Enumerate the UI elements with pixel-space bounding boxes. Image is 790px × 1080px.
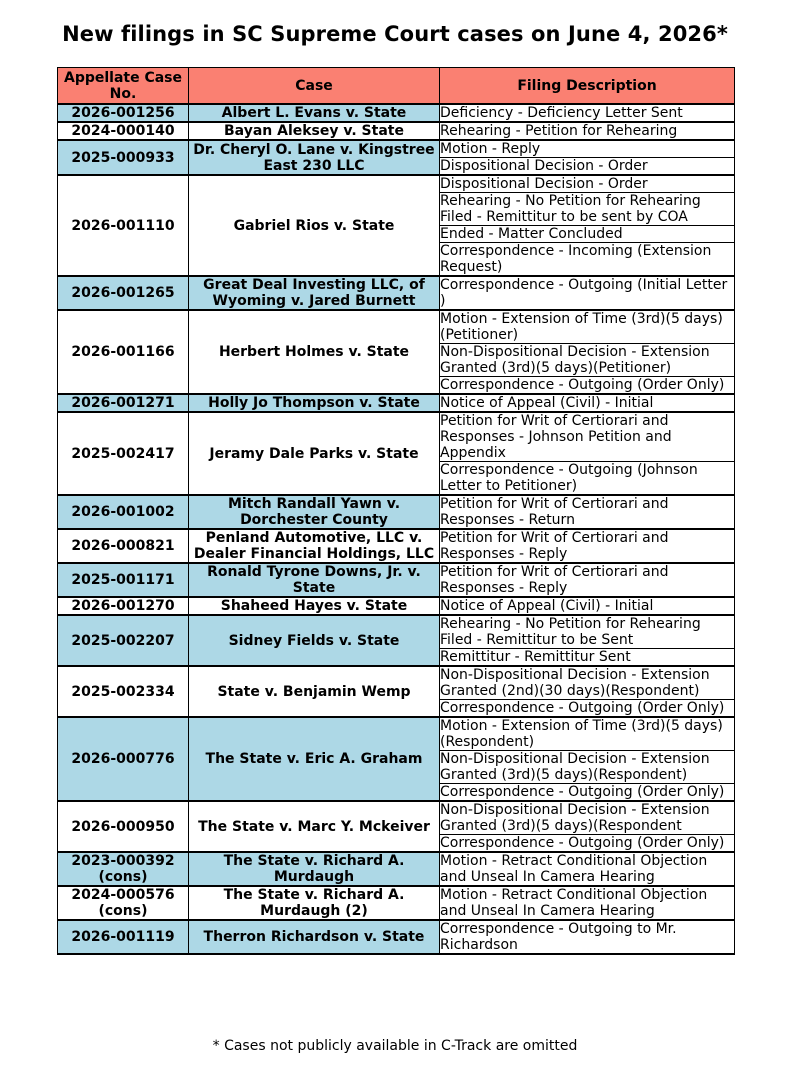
case-number-cell: 2026-001002 [58, 495, 189, 529]
case-group [58, 175, 735, 276]
filing-description-cell: Notice of Appeal (Civil) - Initial [440, 597, 735, 615]
table-row [58, 104, 735, 122]
filing-description-cell: Motion - Reply [440, 140, 735, 158]
filing-description-cell: Deficiency - Deficiency Letter Sent [440, 104, 735, 122]
filing-description-cell: Correspondence - Outgoing (Order Only) [440, 784, 735, 802]
case-group [58, 666, 735, 717]
table-row [58, 175, 735, 193]
filing-description-cell: Non-Dispositional Decision - Extension Granted (3rd)(5 days)(Respondent) [440, 751, 735, 784]
filing-description-cell: Correspondence - Outgoing (Johnson Letter to Petitioner) [440, 462, 735, 496]
table-row [58, 920, 735, 954]
table-row [58, 122, 735, 140]
filing-description-cell: Notice of Appeal (Civil) - Initial [440, 394, 735, 412]
case-number-cell: 2025-002334 [58, 666, 189, 717]
table-row [58, 615, 735, 649]
case-number-cell: 2023-000392 (cons) [58, 852, 189, 886]
table-row [58, 412, 735, 462]
case-name-cell: Sidney Fields v. State [189, 615, 440, 666]
table-row [58, 801, 735, 835]
table-row [58, 276, 735, 310]
case-name-cell: Penland Automotive, LLC v. Dealer Financial Holdings, LLC [189, 529, 440, 563]
header-case-number: Appellate Case No. [58, 68, 189, 105]
case-number-cell: 2026-000821 [58, 529, 189, 563]
case-name-cell: The State v. Eric A. Graham [189, 717, 440, 801]
table-row [58, 529, 735, 563]
case-group [58, 615, 735, 666]
filing-description-cell: Non-Dispositional Decision - Extension Granted (3rd)(5 days)(Respondent [440, 801, 735, 835]
case-group [58, 529, 735, 563]
case-group [58, 495, 735, 529]
table-header [58, 68, 735, 105]
case-group [58, 717, 735, 801]
filing-description-cell: Rehearing - No Petition for Rehearing Filed - Remittitur to be Sent [440, 615, 735, 649]
table-row [58, 310, 735, 344]
case-name-cell: Bayan Aleksey v. State [189, 122, 440, 140]
case-group [58, 852, 735, 886]
filing-description-cell: Correspondence - Outgoing (Order Only) [440, 835, 735, 853]
filing-description-cell: Dispositional Decision - Order [440, 175, 735, 193]
page-title: New filings in SC Supreme Court cases on June 4, 2026* [62, 22, 728, 46]
filing-description-cell: Petition for Writ of Certiorari and Responses - Johnson Petition and Appendix [440, 412, 735, 462]
case-number-cell: 2025-002207 [58, 615, 189, 666]
case-name-cell: Herbert Holmes v. State [189, 310, 440, 394]
table-row [58, 394, 735, 412]
case-group [58, 886, 735, 920]
case-group [58, 412, 735, 495]
case-number-cell: 2026-001166 [58, 310, 189, 394]
case-group [58, 104, 735, 122]
case-number-cell: 2025-000933 [58, 140, 189, 175]
case-number-cell: 2024-000140 [58, 122, 189, 140]
filing-description-cell: Motion - Retract Conditional Objection and Unseal In Camera Hearing [440, 852, 735, 886]
case-name-cell: State v. Benjamin Wemp [189, 666, 440, 717]
filing-description-cell: Motion - Retract Conditional Objection and Unseal In Camera Hearing [440, 886, 735, 920]
case-name-cell: The State v. Richard A. Murdaugh [189, 852, 440, 886]
filing-description-cell: Rehearing - Petition for Rehearing [440, 122, 735, 140]
case-name-cell: Mitch Randall Yawn v. Dorchester County [189, 495, 440, 529]
table-row [58, 563, 735, 597]
case-name-cell: Gabriel Rios v. State [189, 175, 440, 276]
case-number-cell: 2026-001119 [58, 920, 189, 954]
case-name-cell: The State v. Marc Y. Mckeiver [189, 801, 440, 852]
filing-description-cell: Correspondence - Incoming (Extension Request) [440, 243, 735, 277]
case-number-cell: 2024-000576 (cons) [58, 886, 189, 920]
case-group [58, 140, 735, 175]
filing-description-cell: Non-Dispositional Decision - Extension Granted (3rd)(5 days)(Petitioner) [440, 344, 735, 377]
case-number-cell: 2026-001271 [58, 394, 189, 412]
filing-description-cell: Correspondence - Outgoing (Order Only) [440, 377, 735, 395]
header-filing-description: Filing Description [440, 68, 735, 105]
filing-description-cell: Motion - Extension of Time (3rd)(5 days)(Respondent) [440, 717, 735, 751]
header-case: Case [189, 68, 440, 105]
table-row [58, 717, 735, 751]
case-name-cell: Dr. Cheryl O. Lane v. Kingstree East 230 LLC [189, 140, 440, 175]
case-name-cell: Albert L. Evans v. State [189, 104, 440, 122]
case-group [58, 597, 735, 615]
case-number-cell: 2026-001110 [58, 175, 189, 276]
filing-description-cell: Petition for Writ of Certiorari and Responses - Return [440, 495, 735, 529]
case-group [58, 276, 735, 310]
case-group [58, 122, 735, 140]
table-row [58, 886, 735, 920]
table-row [58, 495, 735, 529]
filing-description-cell: Petition for Writ of Certiorari and Responses - Reply [440, 563, 735, 597]
case-number-cell: 2026-001270 [58, 597, 189, 615]
case-name-cell: Great Deal Investing LLC, of Wyoming v. Jared Burnett [189, 276, 440, 310]
case-name-cell: Ronald Tyrone Downs, Jr. v. State [189, 563, 440, 597]
case-group [58, 920, 735, 954]
filing-description-cell: Correspondence - Outgoing to Mr. Richardson [440, 920, 735, 954]
table-row [58, 852, 735, 886]
case-name-cell: Holly Jo Thompson v. State [189, 394, 440, 412]
case-group [58, 394, 735, 412]
case-group [58, 801, 735, 852]
case-number-cell: 2025-002417 [58, 412, 189, 495]
filing-description-cell: Dispositional Decision - Order [440, 158, 735, 176]
case-number-cell: 2026-001265 [58, 276, 189, 310]
case-name-cell: Shaheed Hayes v. State [189, 597, 440, 615]
case-number-cell: 2026-001256 [58, 104, 189, 122]
filing-description-cell: Non-Dispositional Decision - Extension Granted (2nd)(30 days)(Respondent) [440, 666, 735, 700]
filing-description-cell: Ended - Matter Concluded [440, 226, 735, 243]
case-group [58, 310, 735, 394]
filing-description-cell: Motion - Extension of Time (3rd)(5 days)(Petitioner) [440, 310, 735, 344]
case-number-cell: 2025-001171 [58, 563, 189, 597]
filing-description-cell: Remittitur - Remittitur Sent [440, 649, 735, 667]
case-number-cell: 2026-000776 [58, 717, 189, 801]
filing-description-cell: Rehearing - No Petition for Rehearing Filed - Remittitur to be sent by COA [440, 193, 735, 226]
case-name-cell: The State v. Richard A. Murdaugh (2) [189, 886, 440, 920]
case-name-cell: Jeramy Dale Parks v. State [189, 412, 440, 495]
table-row [58, 597, 735, 615]
filing-description-cell: Correspondence - Outgoing (Initial Letter ) [440, 276, 735, 310]
filings-table [57, 67, 735, 955]
filing-description-cell: Correspondence - Outgoing (Order Only) [440, 700, 735, 718]
table-row [58, 666, 735, 700]
case-name-cell: Therron Richardson v. State [189, 920, 440, 954]
header-row [58, 68, 735, 105]
case-group [58, 563, 735, 597]
filing-description-cell: Petition for Writ of Certiorari and Responses - Reply [440, 529, 735, 563]
footnote: * Cases not publicly available in C-Track are omitted [212, 1038, 578, 1054]
case-number-cell: 2026-000950 [58, 801, 189, 852]
table-row [58, 140, 735, 158]
